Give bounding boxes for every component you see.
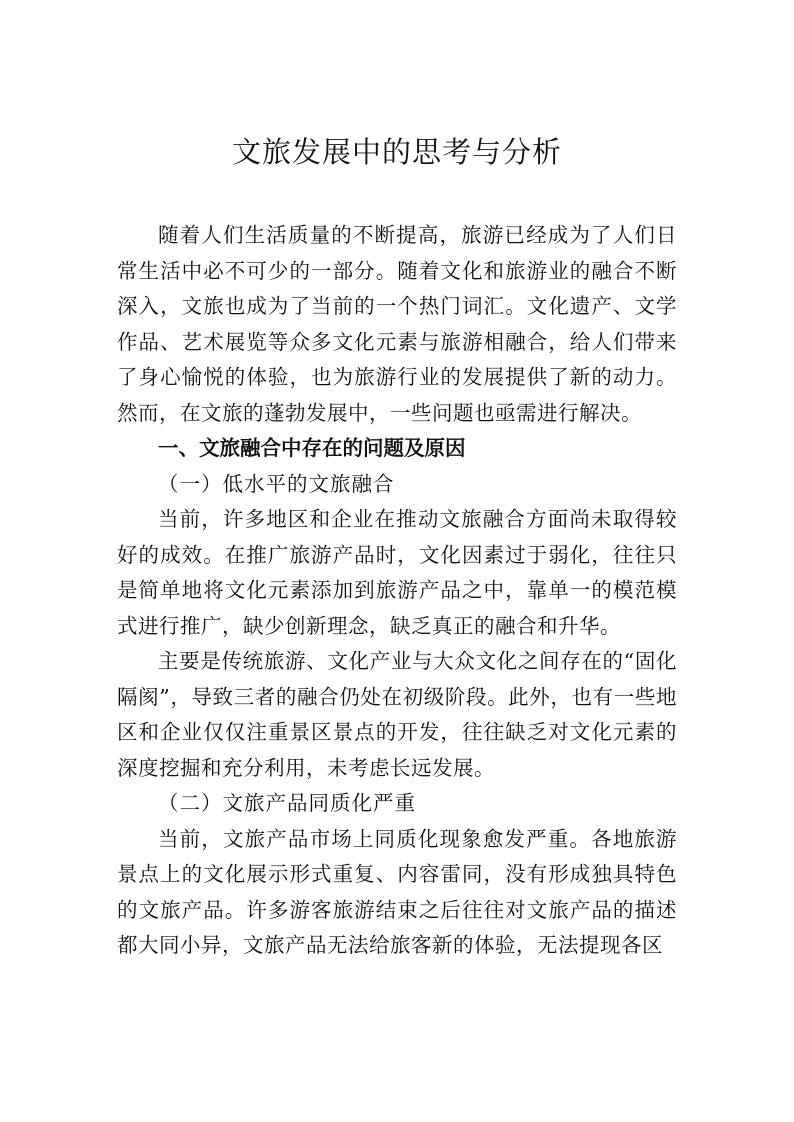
section-heading-1: 一、文旅融合中存在的问题及原因: [158, 436, 466, 460]
paragraph-low-level-1: 当前，许多地区和企业在推动文旅融合方面尚未取得较好的成效。在推广旅游产品时，文化因素过于弱化，往往只是简单地将文化元素添加到旅游产品之中，靠单一的模范模式进行推广，缺少创新理念，缺乏真正的融合和升华。: [117, 507, 677, 638]
subsection-heading-1: （一）低水平的文旅融合: [158, 471, 395, 496]
page-title: 文旅发展中的思考与分析: [231, 135, 562, 169]
paragraph-low-level-2: 主要是传统旅游、文化产业与大众文化之间存在的“固化隔阂”，导致三者的融合仍处在初级阶段。此外，也有一些地区和企业仅仅注重景区景点的开发，往往缺乏对文化元素的深度挖掘和充分利用，未考虑长远发展。: [117, 649, 677, 780]
paragraph-intro: 随着人们生活质量的不断提高，旅游已经成为了人们日常生活中必不可少的一部分。随着文化和旅游业的融合不断深入，文旅也成为了当前的一个热门词汇。文化遗产、文学作品、艺术展览等众多文化元素与旅游相融合，给人们带来了身心愉悦的体验，也为旅游行业的发展提供了新的动力。 然而，在文旅的蓬勃发展中，一些问题也亟需进行解决。: [117, 223, 677, 425]
document-body: [117, 218, 677, 964]
paragraph-homogeneity: 当前，文旅产品市场上同质化现象愈发严重。各地旅游景点上的文化展示形式重复、内容雷同，没有形成独具特色的文旅产品。许多游客旅游结束之后往往对文旅产品的描述都大同小异，文旅产品无法给旅客新的体验，无法提现各区: [117, 826, 677, 957]
subsection-heading-2: （二）文旅产品同质化严重: [158, 791, 416, 815]
